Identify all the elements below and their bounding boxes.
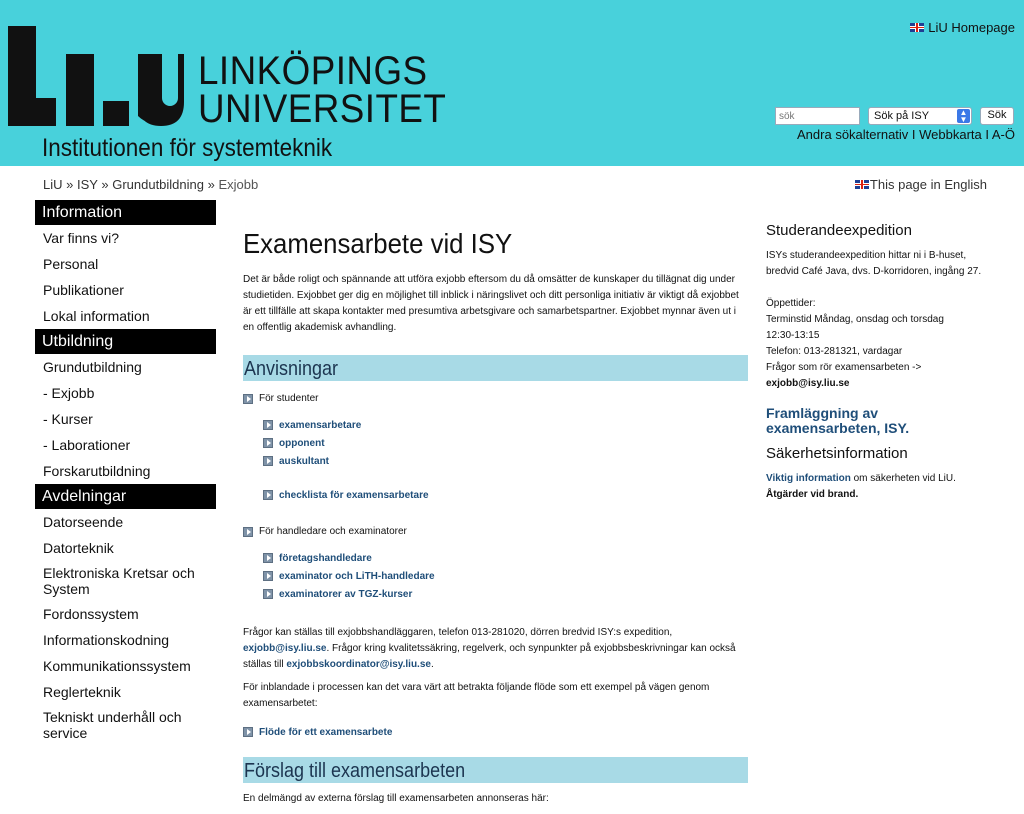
questions-end: . [430,659,434,670]
main-content [243,228,748,807]
sidebar-heading-information[interactable]: Information [35,200,216,225]
section-title-anvisningar: Anvisningar [244,358,339,380]
liu-logo-icon[interactable] [8,26,184,126]
email-link-koordinator[interactable]: exjobbskoordinator@isy.liu.se [286,659,431,670]
page-title: Examensarbete vid ISY [243,228,513,259]
arrow-box-icon [263,553,273,563]
uk-flag-icon [855,180,869,189]
proposals-paragraph: En delmängd av externa förslag till examensarbeten annonseras här: [243,793,549,804]
sidebar-heading-utbildning[interactable]: Utbildning [35,329,216,354]
sidebar-item-lokal-information[interactable]: Lokal information [43,308,150,324]
sidebar-nav [35,200,216,745]
questions-text: Frågor som rör examensarbeten -> [766,362,922,373]
site-header [0,0,1024,166]
link-label: checklista för examensarbetare [279,489,429,501]
safety-link[interactable]: Viktig information [766,473,851,484]
breadcrumb-separator: » [101,177,109,192]
for-handledare-label: För handledare och examinatorer [259,526,407,537]
sidebar-item-datorteknik[interactable]: Datorteknik [43,540,114,556]
sakerhetsinformation-title: Säkerhetsinformation [766,445,908,462]
questions-text: Frågor kan ställas till exjobbshandläggaren, telefon 013-281020, dörren bredvid ISY:s expedition, [243,627,673,638]
breadcrumb-item-grundutbildning[interactable]: Grundutbildning [112,177,204,192]
liu-homepage-label: LiU Homepage [928,20,1015,35]
link-label: auskultant [279,455,330,467]
sidebar-item-laborationer[interactable]: - Laborationer [43,437,131,453]
department-title[interactable]: Institutionen för systemteknik [42,134,333,162]
link-label: Flöde för ett examensarbete [259,726,393,738]
sidebar-item-fordonssystem[interactable]: Fordonssystem [43,606,139,622]
sidebar-item-reglerteknik[interactable]: Reglerteknik [43,684,121,700]
email-link[interactable]: exjobb@isy.liu.se [766,378,850,389]
english-page-link[interactable] [855,177,987,192]
sidebar-item-informationskodning[interactable]: Informationskodning [43,632,170,648]
breadcrumb-item-liu[interactable]: LiU [43,177,63,192]
section-heading-forslag [243,757,748,783]
arrow-box-icon [263,490,273,500]
link-auskultant[interactable] [263,452,748,470]
link-label: företagshandledare [279,552,372,564]
breadcrumb-item-exjobb: Exjobb [218,177,259,192]
sidebar-item-personal[interactable]: Personal [43,256,99,272]
arrow-box-icon [263,456,273,466]
search-scope-value: Sök på ISY [874,110,930,122]
group-for-studenter [243,393,748,404]
link-label: examensarbetare [279,419,362,431]
arrow-box-icon [263,438,273,448]
for-studenter-label: För studenter [259,393,319,404]
sidebar-item-forskarutbildning[interactable]: Forskarutbildning [43,463,151,479]
sidebar-item-grundutbildning[interactable]: Grundutbildning [43,359,142,375]
link-label: opponent [279,437,325,449]
sidebar-item-exjobb[interactable]: - Exjobb [43,385,95,401]
intro-paragraph: Det är både roligt och spännande att utföra exjobb eftersom du då omsätter de kunskaper du tillägnat dig under studietiden. Exjobbet ger dig en möjlighet till inblick i näringslivet och ditt personliga initiativ är viktigt då exjobbet är ett tillfälle att skapa kontakter med presumtiva arbetsgivare och samarbetspartner. Exjobbet mynnar även ut i en offentlig akademisk avhandling. [243,274,739,333]
phone-text: Telefon: 013-281321, vardagar [766,346,903,357]
breadcrumb [43,177,258,192]
search-button[interactable]: Sök [980,107,1014,125]
safety-rest: om säkerheten vid LiU. [850,473,956,484]
breadcrumb-separator: » [207,177,215,192]
sidebar-item-datorseende[interactable]: Datorseende [43,514,124,530]
sidebar-item-tekniskt-underhall[interactable]: Tekniskt underhåll och service [43,709,182,741]
sidebar-item-var-finns-vi[interactable]: Var finns vi? [43,230,119,246]
studerandeexpedition-title: Studerandeexpedition [766,222,912,239]
arrow-box-icon [263,571,273,581]
sidebar-item-publikationer[interactable]: Publikationer [43,282,124,298]
breadcrumb-separator: » [66,177,74,192]
questions-paragraph [243,625,748,673]
sidebar-item-kommunikationssystem[interactable]: Kommunikationssystem [43,658,191,674]
link-examinatorer-tgz[interactable] [263,585,748,603]
link-foretagshandledare[interactable] [263,549,748,567]
breadcrumb-item-isy[interactable]: ISY [77,177,98,192]
questions-text-2: . Frågor kring kvalitetssäkring, regelverk, och synpunkter på exjobbsbeskrivningar kan också ställas till [243,643,736,670]
arrow-box-icon [243,394,253,404]
framlaggning-link[interactable]: Framläggning av examensarbeten, ISY. [766,405,910,436]
link-flode[interactable] [243,725,748,739]
link-examinator-lith[interactable] [263,567,748,585]
link-label: examinatorer av TGZ-kurser [279,588,413,600]
link-opponent[interactable] [263,434,748,452]
university-name[interactable]: LINKÖPINGS UNIVERSITET [198,49,447,131]
group-for-handledare [243,526,748,537]
search-input[interactable] [775,107,860,125]
arrow-box-icon [263,589,273,599]
hours-line2: 12:30-13:15 [766,330,820,341]
liu-homepage-link[interactable] [910,20,1015,35]
hours-line1: Terminstid Måndag, onsdag och torsdag [766,314,944,325]
safety-paragraph [766,471,986,487]
english-page-label: This page in English [869,177,987,192]
link-checklista[interactable] [263,486,748,504]
link-examensarbetare[interactable] [263,416,748,434]
flow-paragraph: För inblandade i processen kan det vara värt att betrakta följande flöde som ett exempel på vägen genom examensarbetet: [243,682,710,709]
email-link-exjobb[interactable]: exjobb@isy.liu.se [243,643,327,654]
hours-label: Öppettider: [766,298,816,309]
arrow-box-icon [263,420,273,430]
section-heading-anvisningar [243,355,748,381]
link-label: examinator och LiTH-handledare [279,570,435,582]
fire-link[interactable]: Åtgärder vid brand. [766,489,859,500]
alt-search-links[interactable]: Andra sökalternativ I Webbkarta I A-Ö [797,127,1015,142]
arrow-box-icon [243,727,253,737]
sidebar-item-kurser[interactable]: - Kurser [43,411,93,427]
section-title-forslag: Förslag till examensarbeten [244,760,466,782]
sidebar-heading-avdelningar[interactable]: Avdelningar [35,484,216,509]
search-scope-select[interactable] [868,107,972,125]
arrow-box-icon [243,527,253,537]
right-column [766,222,986,503]
uk-flag-icon [910,23,924,32]
select-arrows-icon: ▲ ▼ [957,109,970,123]
expedition-text: ISYs studerandeexpedition hittar ni i B-huset, bredvid Café Java, dvs. D-korridoren, ingång 27. [766,250,982,277]
sidebar-item-elektroniska-kretsar[interactable]: Elektroniska Kretsar och System [43,565,195,597]
